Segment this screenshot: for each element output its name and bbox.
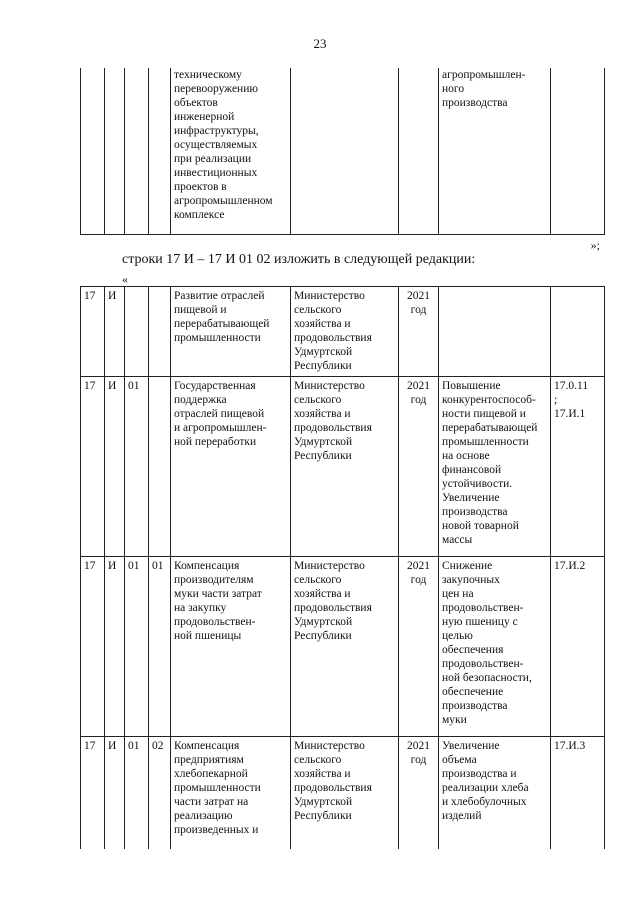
- code-cell: 02: [149, 737, 171, 849]
- indicator-cell: 17.И.3: [551, 737, 605, 849]
- name-cell: Компенсация производителям муки части затрат на закупку продовольствен- ной пшеницы: [171, 557, 291, 737]
- code-cell: 01: [125, 737, 149, 849]
- result-cell: [439, 287, 551, 377]
- result-cell: агропромышлен- ного производства: [439, 68, 551, 234]
- code-cell: [125, 287, 149, 377]
- table-row: [81, 557, 605, 737]
- code-cell: 17: [81, 377, 105, 557]
- result-cell: Снижение закупочных цен на продовольствен- ную пшеницу с целью обеспечения продовольствен- ной безопасности, обеспечение производства муки: [439, 557, 551, 737]
- code-cell: И: [105, 737, 125, 849]
- code-cell: 01: [125, 377, 149, 557]
- code-cell: [125, 68, 149, 234]
- result-cell: Повышение конкурентоспособ- ности пищевой и перерабатывающей промышленности на основе финансовой устойчивости. Увеличение производства новой товарной массы: [439, 377, 551, 557]
- code-cell: [149, 287, 171, 377]
- name-cell: Государственная поддержка отраслей пищевой и агропромышлен- ной переработки: [171, 377, 291, 557]
- executor-cell: Министерство сельского хозяйства и продовольствия Удмуртской Республики: [291, 737, 399, 849]
- code-cell: 17: [81, 557, 105, 737]
- executor-cell: Министерство сельского хозяйства и продовольствия Удмуртской Республики: [291, 557, 399, 737]
- code-cell: 01: [149, 557, 171, 737]
- indicator-cell: [551, 68, 605, 234]
- year-cell: 2021 год: [399, 287, 439, 377]
- closing-quote: »;: [590, 238, 600, 252]
- code-cell: И: [105, 377, 125, 557]
- code-cell: И: [105, 287, 125, 377]
- program-table: [80, 286, 605, 849]
- executor-cell: Министерство сельского хозяйства и продовольствия Удмуртской Республики: [291, 287, 399, 377]
- page-number: 23: [313, 36, 327, 51]
- indicator-cell: 17.0.11 ; 17.И.1: [551, 377, 605, 557]
- instruction-text: строки 17 И – 17 И 01 02 изложить в следующей редакции:: [122, 252, 476, 267]
- code-cell: [81, 68, 105, 234]
- continued-table: [80, 68, 605, 235]
- code-cell: 01: [125, 557, 149, 737]
- name-cell: техническому перевооружению объектов инженерной инфраструктуры, осуществляемых при реализации инвестиционных проектов в агропромышленном комплексе: [171, 68, 291, 234]
- indicator-cell: [551, 287, 605, 377]
- table-row: [81, 68, 605, 234]
- name-cell: Компенсация предприятиям хлебопекарной промышленности части затрат на реализацию произведенных и: [171, 737, 291, 849]
- table-row: [81, 377, 605, 557]
- code-cell: 17: [81, 287, 105, 377]
- result-cell: Увеличение объема производства и реализации хлеба и хлебобулочных изделий: [439, 737, 551, 849]
- code-cell: И: [105, 557, 125, 737]
- code-cell: [105, 68, 125, 234]
- code-cell: [149, 68, 171, 234]
- indicator-cell: 17.И.2: [551, 557, 605, 737]
- name-cell: Развитие отраслей пищевой и перерабатывающей промышленности: [171, 287, 291, 377]
- executor-cell: Министерство сельского хозяйства и продовольствия Удмуртской Республики: [291, 377, 399, 557]
- table-row: [81, 737, 605, 849]
- opening-quote: «: [122, 272, 128, 286]
- code-cell: 17: [81, 737, 105, 849]
- year-cell: 2021 год: [399, 557, 439, 737]
- year-cell: 2021 год: [399, 377, 439, 557]
- year-cell: 2021 год: [399, 737, 439, 849]
- table-row: [81, 287, 605, 377]
- year-cell: [399, 68, 439, 234]
- executor-cell: [291, 68, 399, 234]
- code-cell: [149, 377, 171, 557]
